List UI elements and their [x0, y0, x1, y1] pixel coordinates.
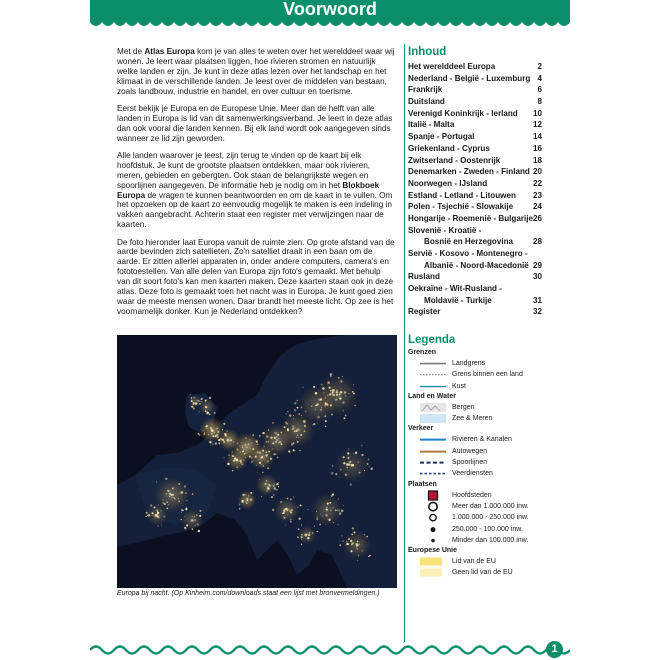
- legend-title: Legenda: [408, 334, 456, 346]
- legend-section-title: Europese Unie: [408, 547, 458, 555]
- contents-item-page: 18: [532, 155, 542, 165]
- contents-item-label: Nederland - België - Luxemburg: [408, 73, 531, 83]
- legend-item-label: Veerdiensten: [452, 470, 493, 478]
- contents-item[interactable]: [408, 190, 542, 202]
- contents-item-page: 23: [532, 190, 542, 200]
- eu-member-icon: [418, 556, 448, 567]
- legend-section-title: Verkeer: [408, 425, 434, 433]
- contents-item[interactable]: [408, 96, 542, 108]
- contents-item-label: Albanië - Noord-Macedonië: [424, 260, 529, 270]
- contents-item[interactable]: [408, 225, 542, 237]
- contents-item-page: 8: [537, 97, 542, 107]
- contents-item-label: Noorwegen - IJsland: [408, 178, 488, 188]
- legend-item-label: Meer dan 1.000.000 inw.: [452, 502, 529, 510]
- dot-small-icon: [418, 535, 448, 546]
- legend-item: [408, 535, 558, 546]
- legend-item-label: 1.000.000 - 250.000 inw.: [452, 514, 529, 522]
- paragraph-text: Eerst bekijk je Europa en de Europese Unie. Meer dan de helft van alle landen in Europa is lid van dit samenwerkingsverband. Je leert in deze atlas dan ook vooral die landen kennen. Bij elk land wordt ook aangegeven sinds wanneer ze lid zijn geworden.: [117, 103, 393, 143]
- intro-paragraph: [117, 238, 395, 317]
- mountains-icon: [418, 402, 448, 413]
- contents-item[interactable]: [408, 248, 542, 260]
- water-icon: [418, 413, 448, 424]
- column-divider: [404, 44, 405, 642]
- contents-item-label: Spanje - Portugal: [408, 132, 475, 142]
- legend-item: [408, 501, 558, 512]
- contents-item[interactable]: [408, 213, 542, 225]
- contents-item-page: 32: [532, 307, 542, 317]
- line-grey-icon: [418, 358, 448, 369]
- contents-item[interactable]: [408, 271, 542, 283]
- contents-item[interactable]: [408, 236, 542, 248]
- legend-item: [408, 457, 558, 468]
- legend-item: [408, 468, 558, 479]
- paragraph-text: De foto hieronder laat Europa vanuit de ruimte zien. Op grote afstand van de aarde bevinden zich satellieten. Zo'n satelliet draait in een baan om de aarde. Er zitten allerlei apparaten in, onder andere computers, camera's en fototoestellen. Van alle delen van Europa zijn foto's gemaakt. Met behulp van dit soort foto's kan men kaarten maken. Deze kaarten staan ook in deze atlas. Deze foto is gemaakt toen het nacht was in Europa. Je kunt goed zien waar de meeste mensen wonen. Daar brandt het meeste licht. Op zee is het voornamelijk donker. Kun je Nederland ontdekken?: [117, 237, 395, 316]
- legend-item: [408, 413, 558, 424]
- legend-item: [408, 369, 558, 380]
- legend-item-label: Lid van de EU: [452, 558, 496, 566]
- contents-list: [408, 61, 542, 318]
- page-header: [90, 0, 570, 30]
- ferry-icon: [418, 468, 448, 479]
- highway-icon: [418, 446, 448, 457]
- paragraph-text: kom je van alles te weten over het werelddeel waar wij wonen. Je leert waar plaatsen liggen, hoe rivieren stromen en natuurlijk welke landen er zijn. Je kunt in deze atlas lezen over het landschap en het klimaat in de verschillende landen. Je leest over de middelen van bestaan, zoals landbouw, industrie en handel, en over cultuur en toerisme.: [117, 47, 395, 96]
- dot-medium-icon: [418, 524, 448, 535]
- contents-item[interactable]: [408, 73, 542, 85]
- contents-item[interactable]: [408, 201, 542, 213]
- contents-title: Inhoud: [408, 46, 447, 58]
- paragraph-text: Alle landen waarover je leest, zijn terug te vinden op de kaart bij elk hoofdstuk. Je kunt de grootste plaatsen ontdekken, maar ook rivieren, meren, gebieden en gebergten. Ook staan de belangrijkste wegen en spoorlijnen aangegeven. De informatie heb je nodig om in het: [117, 150, 371, 190]
- contents-item[interactable]: [408, 61, 542, 73]
- contents-item[interactable]: [408, 108, 542, 120]
- contents-item-page: 20: [532, 167, 542, 177]
- contents-item-label: Estland - Letland - Litouwen: [408, 190, 516, 200]
- contents-item-page: 10: [532, 108, 542, 118]
- legend-item-label: Bergen: [452, 403, 475, 411]
- legend-section-title: Plaatsen: [408, 480, 437, 488]
- legend-section-title: Land en Water: [408, 392, 456, 400]
- contents-item-label: Frankrijk: [408, 85, 443, 95]
- legend-item-label: Geen lid van de EU: [452, 569, 513, 577]
- photo-caption: Europa bij nacht. (Op Kinheim.com/downloads staat een lijst met bronvermeldingen.): [117, 590, 380, 597]
- contents-item-label: Polen - Tsjechië - Slowakije: [408, 202, 514, 212]
- legend-item: [408, 567, 558, 578]
- legend-item: [408, 524, 558, 535]
- contents-item-page: 2: [537, 62, 542, 71]
- contents-item[interactable]: [408, 260, 542, 272]
- river-icon: [418, 434, 448, 445]
- legend-item-label: 250.000 - 100.000 inw.: [452, 525, 523, 533]
- legend-item-label: Spoorlijnen: [452, 459, 488, 467]
- contents-item-label: Zwitserland - Oostenrijk: [408, 155, 501, 165]
- contents-item[interactable]: [408, 155, 542, 167]
- contents-item-label: Denemarken - Zweden - Finland: [408, 167, 530, 177]
- contents-item-page: 6: [537, 85, 542, 95]
- intro-paragraph: [117, 47, 395, 97]
- contents-item-page: 22: [532, 178, 542, 188]
- contents-item[interactable]: [408, 306, 542, 318]
- contents-item-label: Hongarije - Roemenië - Bulgarije: [408, 213, 534, 223]
- contents-item-page: 12: [532, 120, 542, 130]
- europe-at-night-photo: [117, 335, 397, 588]
- legend-item-label: Minder dan 100.000 inw.: [452, 536, 529, 544]
- paragraph-text: de vragen te kunnen beantwoorden en om de kaart in te vullen. Om het opzoeken op de kaart zo eenvoudig mogelijk te maken is een indeling in vakken aangebracht. Achterin staat een register met verwijzingen naar de kaarten.: [117, 190, 393, 230]
- contents-item-label: Register: [408, 307, 441, 317]
- legend-item-label: Rivieren & Kanalen: [452, 436, 512, 444]
- legend-item: [408, 434, 558, 445]
- legend-item: [408, 490, 558, 501]
- legend-item-label: Grens binnen een land: [452, 371, 523, 379]
- legend-item-label: Kust: [452, 382, 467, 390]
- contents-item-label: Rusland: [408, 272, 440, 282]
- contents-item-label: Duitsland: [408, 97, 445, 107]
- legend-item: [408, 446, 558, 457]
- line-teal-icon: [418, 381, 448, 392]
- contents-item-page: 14: [532, 132, 542, 142]
- contents-item-label: Bosnië en Herzegovina: [424, 237, 514, 247]
- contents-item-label: Moldavië - Turkije: [424, 295, 492, 305]
- legend-item-label: Zee & Meren: [452, 415, 493, 423]
- rail-icon: [418, 457, 448, 468]
- legend-item: [408, 358, 558, 369]
- page-number: 1: [546, 641, 563, 658]
- contents-item-page: 4: [537, 73, 542, 83]
- contents-item-label: Verenigd Koninkrijk - Ierland: [408, 108, 518, 118]
- contents-item[interactable]: [408, 178, 542, 190]
- contents-item[interactable]: [408, 131, 542, 143]
- contents-item-page: 29: [532, 260, 542, 270]
- legend-item: [408, 402, 558, 413]
- contents-item-page: 30: [532, 272, 542, 282]
- contents-item-label: Italië - Malta: [408, 120, 455, 130]
- legend-item: [408, 556, 558, 567]
- contents-item-label: Griekenland - Cyprus: [408, 143, 490, 153]
- contents-item-page: 16: [532, 143, 542, 153]
- bold-term: Atlas Europa: [144, 47, 195, 56]
- contents-item-page: 24: [532, 202, 542, 212]
- legend: [408, 348, 558, 579]
- footer-wave-band: [90, 640, 570, 660]
- legend-item: [408, 512, 558, 523]
- ring-large-icon: [418, 501, 448, 512]
- legend-item-label: Hoofdsteden: [452, 491, 492, 499]
- contents-item-label: Servië - Kosovo - Montenegro -: [408, 249, 528, 258]
- contents-item-label: Oekraïne - Wit-Rusland -: [408, 284, 502, 294]
- contents-item-page: 28: [532, 237, 542, 247]
- contents-item[interactable]: [408, 84, 542, 96]
- contents-item-page: 26: [532, 213, 542, 223]
- legend-item: [408, 381, 558, 392]
- intro-paragraph: [117, 104, 395, 144]
- intro-paragraph: [117, 151, 395, 230]
- dotted-grey-icon: [418, 369, 448, 380]
- contents-item[interactable]: [408, 166, 542, 178]
- intro-text: [117, 47, 395, 324]
- contents-item[interactable]: [408, 283, 542, 295]
- contents-item[interactable]: [408, 295, 542, 307]
- legend-item-label: Autowegen: [452, 447, 488, 455]
- eu-nonmember-icon: [418, 567, 448, 578]
- legend-item-label: Landgrens: [452, 360, 486, 367]
- contents-item[interactable]: [408, 143, 542, 155]
- contents-item-page: 31: [532, 295, 542, 305]
- page-title: Voorwoord: [283, 0, 377, 19]
- ring-medium-icon: [418, 512, 448, 523]
- capital-icon: [418, 490, 448, 501]
- bold-term: Blokboek Europa: [117, 180, 380, 200]
- legend-section-title: Grenzen: [408, 349, 437, 356]
- paragraph-text: Met de: [117, 47, 145, 56]
- contents-item-label: Het werelddeel Europa: [408, 62, 496, 71]
- contents-item-label: Slovenië - Kroatië -: [408, 225, 482, 235]
- contents-item[interactable]: [408, 119, 542, 131]
